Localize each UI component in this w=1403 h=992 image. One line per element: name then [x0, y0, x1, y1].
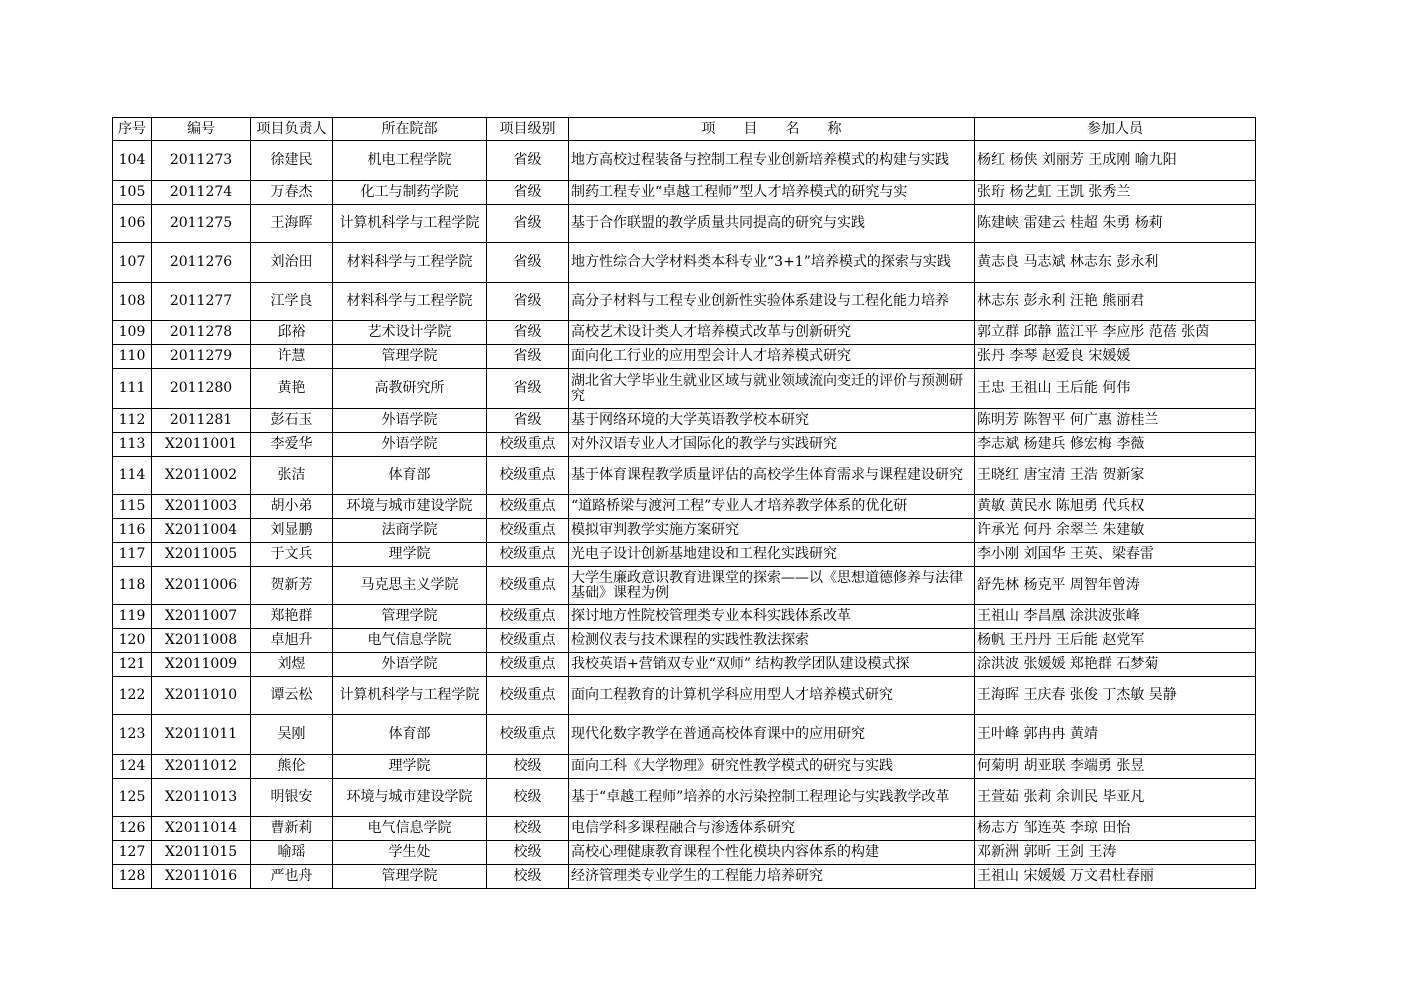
department-cell: 高教研究所: [333, 369, 487, 409]
table-row: [113, 369, 1256, 409]
members-cell: 黄志良 马志斌 林志东 彭永利: [975, 243, 1256, 283]
table-row: [113, 567, 1256, 605]
project-name-cell: 模拟审判教学实施方案研究: [569, 519, 975, 543]
header-dept: 所在院部: [333, 118, 487, 141]
project-level-cell: 省级: [487, 369, 569, 409]
project-leader-cell: 李爱华: [251, 433, 333, 457]
project-code-cell: X2011003: [152, 495, 251, 519]
members-cell: 林志东 彭永利 汪艳 熊丽君: [975, 283, 1256, 321]
project-code-cell: X2011001: [152, 433, 251, 457]
project-code-cell: 2011277: [152, 283, 251, 321]
project-code-cell: 2011273: [152, 141, 251, 181]
project-leader-cell: 于文兵: [251, 543, 333, 567]
department-cell: 化工与制药学院: [333, 181, 487, 205]
department-cell: 法商学院: [333, 519, 487, 543]
project-code-cell: X2011007: [152, 605, 251, 629]
table-row: [113, 629, 1256, 653]
department-cell: 管理学院: [333, 345, 487, 369]
project-level-cell: 省级: [487, 243, 569, 283]
project-name-cell: 面向化工行业的应用型会计人才培养模式研究: [569, 345, 975, 369]
project-code-cell: X2011002: [152, 457, 251, 495]
department-cell: 管理学院: [333, 865, 487, 889]
project-name-cell: 电信学科多课程融合与渗透体系研究: [569, 817, 975, 841]
members-cell: 杨志方 邹连英 李琼 田怡: [975, 817, 1256, 841]
project-code-cell: X2011008: [152, 629, 251, 653]
members-cell: 王祖山 李昌凰 涂洪波张峰: [975, 605, 1256, 629]
table-row: [113, 321, 1256, 345]
row-number-cell: 126: [113, 817, 152, 841]
department-cell: 计算机科学与工程学院: [333, 677, 487, 715]
project-name-cell: 大学生廉政意识教育进课堂的探索——以《思想道德修养与法律基础》课程为例: [569, 567, 975, 605]
row-number-cell: 104: [113, 141, 152, 181]
project-code-cell: X2011011: [152, 715, 251, 755]
row-number-cell: 124: [113, 755, 152, 779]
project-level-cell: 校级重点: [487, 653, 569, 677]
row-number-cell: 105: [113, 181, 152, 205]
table-row: [113, 543, 1256, 567]
project-name-cell: “道路桥梁与渡河工程”专业人才培养教学体系的优化研: [569, 495, 975, 519]
project-name-cell: 面向工科《大学物理》研究性教学模式的研究与实践: [569, 755, 975, 779]
project-name-cell: 基于“卓越工程师”培养的水污染控制工程理论与实践教学改革: [569, 779, 975, 817]
project-leader-cell: 王海晖: [251, 205, 333, 243]
project-leader-cell: 刘显鹏: [251, 519, 333, 543]
project-level-cell: 校级重点: [487, 629, 569, 653]
project-level-cell: 校级重点: [487, 605, 569, 629]
project-level-cell: 校级重点: [487, 543, 569, 567]
row-number-cell: 122: [113, 677, 152, 715]
project-name-cell: 探讨地方性院校管理类专业本科实践体系改革: [569, 605, 975, 629]
row-number-cell: 114: [113, 457, 152, 495]
project-code-cell: X2011010: [152, 677, 251, 715]
department-cell: 理学院: [333, 755, 487, 779]
department-cell: 体育部: [333, 715, 487, 755]
project-code-cell: 2011280: [152, 369, 251, 409]
project-leader-cell: 许慧: [251, 345, 333, 369]
project-leader-cell: 曹新莉: [251, 817, 333, 841]
project-name-cell: 基于网络环境的大学英语教学校本研究: [569, 409, 975, 433]
members-cell: 郭立群 邱静 蓝江平 李应彤 范蓓 张茵: [975, 321, 1256, 345]
project-code-cell: X2011009: [152, 653, 251, 677]
project-level-cell: 校级重点: [487, 433, 569, 457]
header-row: [113, 118, 1256, 141]
project-leader-cell: 黄艳: [251, 369, 333, 409]
members-cell: 王忠 王祖山 王后能 何伟: [975, 369, 1256, 409]
table-row: [113, 519, 1256, 543]
members-cell: 黄敏 黄民水 陈旭勇 代兵权: [975, 495, 1256, 519]
project-leader-cell: 徐建民: [251, 141, 333, 181]
row-number-cell: 117: [113, 543, 152, 567]
members-cell: 杨红 杨侠 刘丽芳 王成刚 喻九阳: [975, 141, 1256, 181]
members-cell: 李志斌 杨建兵 修宏梅 李薇: [975, 433, 1256, 457]
table-row: [113, 715, 1256, 755]
project-name-cell: 地方高校过程装备与控制工程专业创新培养模式的构建与实践: [569, 141, 975, 181]
table-row: [113, 345, 1256, 369]
department-cell: 管理学院: [333, 605, 487, 629]
header-level: 项目级别: [487, 118, 569, 141]
project-code-cell: X2011014: [152, 817, 251, 841]
project-leader-cell: 严也舟: [251, 865, 333, 889]
project-name-cell: 对外汉语专业人才国际化的教学与实践研究: [569, 433, 975, 457]
header-code: 编号: [152, 118, 251, 141]
project-name-cell: 经济管理类专业学生的工程能力培养研究: [569, 865, 975, 889]
table-row: [113, 181, 1256, 205]
row-number-cell: 109: [113, 321, 152, 345]
project-code-cell: X2011005: [152, 543, 251, 567]
header-project-name: 项 目 名 称: [569, 118, 975, 141]
table-row: [113, 779, 1256, 817]
project-code-cell: 2011275: [152, 205, 251, 243]
row-number-cell: 113: [113, 433, 152, 457]
table-row: [113, 677, 1256, 715]
row-number-cell: 123: [113, 715, 152, 755]
members-cell: 涂洪波 张媛媛 郑艳群 石梦菊: [975, 653, 1256, 677]
department-cell: 机电工程学院: [333, 141, 487, 181]
department-cell: 计算机科学与工程学院: [333, 205, 487, 243]
project-name-cell: 高分子材料与工程专业创新性实验体系建设与工程化能力培养: [569, 283, 975, 321]
row-number-cell: 118: [113, 567, 152, 605]
row-number-cell: 121: [113, 653, 152, 677]
members-cell: 邓新洲 郭昕 王剑 王涛: [975, 841, 1256, 865]
project-name-cell: 高校心理健康教育课程个性化模块内容体系的构建: [569, 841, 975, 865]
row-number-cell: 120: [113, 629, 152, 653]
project-name-cell: 我校英语+营销双专业“双师” 结构教学团队建设模式探: [569, 653, 975, 677]
department-cell: 外语学院: [333, 409, 487, 433]
project-code-cell: X2011016: [152, 865, 251, 889]
members-cell: 王萱茹 张莉 余训民 毕亚凡: [975, 779, 1256, 817]
project-code-cell: X2011012: [152, 755, 251, 779]
members-cell: 王晓红 唐宝清 王浩 贺新家: [975, 457, 1256, 495]
members-cell: 陈明芳 陈智平 何广惠 游桂兰: [975, 409, 1256, 433]
header-members: 参加人员: [975, 118, 1256, 141]
members-cell: 张珩 杨艺虹 王凯 张秀兰: [975, 181, 1256, 205]
project-leader-cell: 谭云松: [251, 677, 333, 715]
department-cell: 外语学院: [333, 433, 487, 457]
project-code-cell: X2011004: [152, 519, 251, 543]
row-number-cell: 108: [113, 283, 152, 321]
department-cell: 材料科学与工程学院: [333, 283, 487, 321]
project-name-cell: 高校艺术设计类人才培养模式改革与创新研究: [569, 321, 975, 345]
table-row: [113, 433, 1256, 457]
project-leader-cell: 江学良: [251, 283, 333, 321]
project-level-cell: 省级: [487, 181, 569, 205]
table-row: [113, 755, 1256, 779]
project-leader-cell: 张洁: [251, 457, 333, 495]
project-leader-cell: 明银安: [251, 779, 333, 817]
project-code-cell: 2011278: [152, 321, 251, 345]
row-number-cell: 115: [113, 495, 152, 519]
project-name-cell: 面向工程教育的计算机学科应用型人才培养模式研究: [569, 677, 975, 715]
project-level-cell: 校级: [487, 755, 569, 779]
department-cell: 环境与城市建设学院: [333, 495, 487, 519]
members-cell: 舒先林 杨克平 周智年曾涛: [975, 567, 1256, 605]
project-name-cell: 光电子设计创新基地建设和工程化实践研究: [569, 543, 975, 567]
project-name-cell: 检测仪表与技术课程的实践性教法探索: [569, 629, 975, 653]
row-number-cell: 119: [113, 605, 152, 629]
project-level-cell: 校级重点: [487, 495, 569, 519]
row-number-cell: 127: [113, 841, 152, 865]
table-row: [113, 495, 1256, 519]
project-name-cell: 地方性综合大学材料类本科专业“3+1”培养模式的探索与实践: [569, 243, 975, 283]
project-level-cell: 校级重点: [487, 715, 569, 755]
row-number-cell: 112: [113, 409, 152, 433]
project-leader-cell: 彭石玉: [251, 409, 333, 433]
project-leader-cell: 刘治田: [251, 243, 333, 283]
project-level-cell: 校级重点: [487, 567, 569, 605]
members-cell: 李小刚 刘国华 王英、梁春雷: [975, 543, 1256, 567]
department-cell: 电气信息学院: [333, 817, 487, 841]
project-code-cell: X2011006: [152, 567, 251, 605]
project-leader-cell: 刘煜: [251, 653, 333, 677]
members-cell: 许承光 何丹 余翠兰 朱建敏: [975, 519, 1256, 543]
project-leader-cell: 熊伦: [251, 755, 333, 779]
project-name-cell: 湖北省大学毕业生就业区域与就业领域流向变迁的评价与预测研究: [569, 369, 975, 409]
row-number-cell: 110: [113, 345, 152, 369]
project-leader-cell: 万春杰: [251, 181, 333, 205]
department-cell: 体育部: [333, 457, 487, 495]
project-level-cell: 省级: [487, 409, 569, 433]
project-name-cell: 基于体育课程教学质量评估的高校学生体育需求与课程建设研究: [569, 457, 975, 495]
department-cell: 电气信息学院: [333, 629, 487, 653]
table-row: [113, 841, 1256, 865]
project-level-cell: 校级重点: [487, 457, 569, 495]
project-level-cell: 校级: [487, 779, 569, 817]
members-cell: 王祖山 宋媛媛 万文君杜春丽: [975, 865, 1256, 889]
table-row: [113, 243, 1256, 283]
project-level-cell: 省级: [487, 283, 569, 321]
project-code-cell: X2011015: [152, 841, 251, 865]
project-code-cell: 2011274: [152, 181, 251, 205]
project-name-cell: 制药工程专业“卓越工程师”型人才培养模式的研究与实: [569, 181, 975, 205]
project-level-cell: 校级: [487, 865, 569, 889]
members-cell: 张丹 李琴 赵爱良 宋媛媛: [975, 345, 1256, 369]
project-leader-cell: 邱裕: [251, 321, 333, 345]
department-cell: 理学院: [333, 543, 487, 567]
project-level-cell: 校级: [487, 841, 569, 865]
table-row: [113, 817, 1256, 841]
project-code-cell: 2011281: [152, 409, 251, 433]
row-number-cell: 125: [113, 779, 152, 817]
department-cell: 环境与城市建设学院: [333, 779, 487, 817]
project-level-cell: 省级: [487, 345, 569, 369]
project-code-cell: 2011279: [152, 345, 251, 369]
project-name-cell: 基于合作联盟的教学质量共同提高的研究与实践: [569, 205, 975, 243]
members-cell: 王海晖 王庆春 张俊 丁杰敏 吴静: [975, 677, 1256, 715]
header-no: 序号: [113, 118, 152, 141]
project-table: [112, 117, 1256, 889]
department-cell: 材料科学与工程学院: [333, 243, 487, 283]
project-level-cell: 省级: [487, 205, 569, 243]
project-leader-cell: 郑艳群: [251, 605, 333, 629]
department-cell: 外语学院: [333, 653, 487, 677]
project-leader-cell: 吴刚: [251, 715, 333, 755]
members-cell: 王叶峰 郭冉冉 黄靖: [975, 715, 1256, 755]
department-cell: 学生处: [333, 841, 487, 865]
table-row: [113, 205, 1256, 243]
row-number-cell: 128: [113, 865, 152, 889]
row-number-cell: 106: [113, 205, 152, 243]
project-leader-cell: 胡小弟: [251, 495, 333, 519]
project-leader-cell: 卓旭升: [251, 629, 333, 653]
table-header: [113, 118, 1256, 141]
project-code-cell: 2011276: [152, 243, 251, 283]
project-leader-cell: 贺新芳: [251, 567, 333, 605]
table-row: [113, 605, 1256, 629]
members-cell: 杨帆 王丹丹 王后能 赵党军: [975, 629, 1256, 653]
members-cell: 何菊明 胡亚联 李端勇 张昱: [975, 755, 1256, 779]
table-row: [113, 141, 1256, 181]
table-row: [113, 409, 1256, 433]
table-row: [113, 653, 1256, 677]
project-leader-cell: 喻瑶: [251, 841, 333, 865]
row-number-cell: 116: [113, 519, 152, 543]
project-level-cell: 校级重点: [487, 519, 569, 543]
project-level-cell: 校级: [487, 817, 569, 841]
row-number-cell: 111: [113, 369, 152, 409]
project-level-cell: 省级: [487, 141, 569, 181]
project-name-cell: 现代化数字教学在普通高校体育课中的应用研究: [569, 715, 975, 755]
department-cell: 艺术设计学院: [333, 321, 487, 345]
table-row: [113, 865, 1256, 889]
project-code-cell: X2011013: [152, 779, 251, 817]
department-cell: 马克思主义学院: [333, 567, 487, 605]
row-number-cell: 107: [113, 243, 152, 283]
project-level-cell: 省级: [487, 321, 569, 345]
members-cell: 陈建峡 雷建云 桂超 朱勇 杨莉: [975, 205, 1256, 243]
header-leader: 项目负责人: [251, 118, 333, 141]
table-row: [113, 457, 1256, 495]
table-body: [113, 141, 1256, 889]
table-row: [113, 283, 1256, 321]
project-level-cell: 校级重点: [487, 677, 569, 715]
